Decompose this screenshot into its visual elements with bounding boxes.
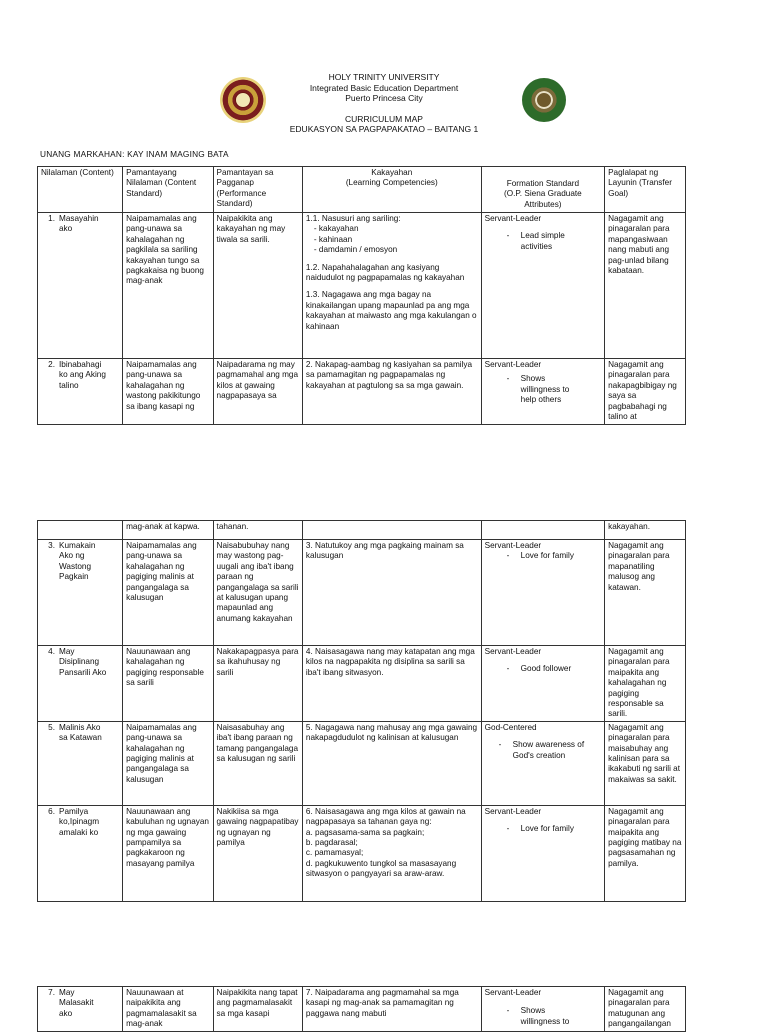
row-performance-standard: tahanan. [213, 521, 302, 540]
row-content-standard: Naipamamalas ang pang-unawa sa kahalagahan ng pagkilala sa sariling kakayahan tungo sa pagkakaisa ng buong mag-anak [123, 213, 213, 359]
table-row [38, 359, 686, 425]
header-content: Nilalaman (Content) [38, 167, 123, 213]
row-competencies: 3. Natutukoy ang mga pagkaing mainam sa kalusugan [302, 540, 481, 646]
header-competencies: Kakayahan (Learning Competencies) [302, 167, 481, 213]
row-content-standard: Nauunawaan ang kabuluhan ng ugnayan ng mga gawaing pampamilya sa pagkakaroon ng masayang pamilya [123, 805, 213, 901]
row-content-standard: Naipamamalas ang pang-unawa sa kahalagahan ng wastong pakikitungo sa ibang kasapi ng [123, 359, 213, 425]
row-topic: 5. Malinis Ako sa Katawan [38, 721, 123, 805]
row-topic: 7. May Malasakit ako [38, 987, 123, 1032]
header-formation-standard: Formation Standard (O.P. Siena Graduate Attributes) [481, 167, 604, 213]
quarter-title: UNANG MARKAHAN: KAY INAM MAGING BATA [40, 149, 229, 159]
header-performance-standard: Pamantayan sa Pagganap (Performance Standard) [213, 167, 302, 213]
header-transfer-goal: Paglalapat ng Layunin (Transfer Goal) [605, 167, 686, 213]
row-competencies: 6. Naisasagawa ang mga kilos at gawain na nagpapasaya sa tahanan gaya ng: a. pagsasama-sama sa pagkain; b. pagdarasal; c. pamamasyal; d. pagkukuwento tungkol sa masasayang sitwasyon o pangyayari sa araw-araw. [302, 805, 481, 901]
row-formation-standard: God-Centered - Show awareness of God's creation [481, 721, 604, 805]
table-header-row [38, 167, 686, 213]
row-formation-standard: Servant-Leader - Love for family [481, 805, 604, 901]
row-content-standard: Naipamamalas ang pang-unawa sa kahalagahan ng pagiging malinis at pangangalaga sa kalusugan [123, 540, 213, 646]
row-topic: 1. Masayahin ako [38, 213, 123, 359]
table-row [38, 805, 686, 901]
row-topic: 4. May Disiplinang Pansarili Ako [38, 646, 123, 722]
document-type: CURRICULUM MAP [345, 113, 423, 124]
row-competencies: 4. Naisasagawa nang may katapatan ang mga kilos na nagpapakita ng disiplina sa sarili sa iba't ibang sitwasyon. [302, 646, 481, 722]
row-transfer-goal: Nagagamit ang pinagaralan para maipakita ang pagiging matibay na pagsasamahan ng pamilya. [605, 805, 686, 901]
row-formation-standard: Servant-Leader - Lead simple activities [481, 213, 604, 359]
table-row [38, 646, 686, 722]
document-header [0, 72, 768, 135]
row-topic: 2. Ibinabahagi ko ang Aking talino [38, 359, 123, 425]
row-competencies: 5. Nagagawa nang mahusay ang mga gawaing nakapagdudulot ng kalinisan at kalusugan [302, 721, 481, 805]
row-transfer-goal: Nagagamit ang pinagaralan para maipakita ang kahalagahan ng pagiging responsable sa sarili. [605, 646, 686, 722]
row-transfer-goal: Nagagamit ang pinagaralan para mapangasiwaan nang mabuti ang pag-unlad bilang kabataan. [605, 213, 686, 359]
table-row [38, 721, 686, 805]
row-performance-standard: Naipakikita nang tapat ang pagmamalasakit sa mga kasapi [213, 987, 302, 1032]
curriculum-table-part-3 [37, 986, 686, 1032]
header-content-standard: Pamantayang Nilalaman (Content Standard) [123, 167, 213, 213]
table-row [38, 213, 686, 359]
row-performance-standard: Naipadarama ng may pagmamahal ang mga kilos at gawaing nagpapasaya sa [213, 359, 302, 425]
row-performance-standard: Naisabubuhay nang may wastong pag-uugali ang iba't ibang paraan ng pangangalaga sa sarili at kalusugan upang mapaunlad ang anumang kakayahan [213, 540, 302, 646]
row-performance-standard: Nakikiisa sa mga gawaing nagpapatibay ng ugnayan ng pamilya [213, 805, 302, 901]
row-content-standard: Nauunawaan at naipakikita ang pagmamalasakit sa mag-anak [123, 987, 213, 1032]
curriculum-table-part-1 [37, 166, 686, 425]
city-name: Puerto Princesa City [345, 93, 423, 104]
row-competencies: 2. Nakapag-aambag ng kasiyahan sa pamilya sa pamamagitan ng pagpapamalas ng kakayahan at pagtulong sa sa mga gawain. [302, 359, 481, 425]
table-row-continued [38, 521, 686, 540]
row-topic: 3. Kumakain Ako ng Wastong Pagkain [38, 540, 123, 646]
table-row [38, 987, 686, 1032]
university-name: HOLY TRINITY UNIVERSITY [328, 72, 440, 82]
row-competencies: 1.1. Nasusuri ang sariling: - kakayahan - kahinaan - damdamin / emosyon 1.2. Napahahalagahan ang kasiyang naidudulot ng pagpapamalas ng kakayahan 1.3. Nagagawa ang mga bagay na kinakailangan upang mapaunlad pa ang mga kakayahan at maiwasto ang mga kakulangan o kahinaan [302, 213, 481, 359]
row-performance-standard: Naisasabuhay ang iba't ibang paraan ng tamang pangangalaga sa kalusugan ng sarili [213, 721, 302, 805]
subject-title: EDUKASYON SA PAGPAPAKATAO – BAITANG 1 [289, 124, 479, 135]
row-content-standard: Naipamamalas ang pang-unawa sa kahalagahan ng pagiging malinis at pangangalaga sa kalusugan [123, 721, 213, 805]
curriculum-table-part-2 [37, 520, 686, 902]
row-formation-standard: Servant-Leader - Shows willingness to help others [481, 359, 604, 425]
row-formation-standard: Servant-Leader - Good follower [481, 646, 604, 722]
row-transfer-goal: Nagagamit ang pinagaralan para mapanatiling malusog ang katawan. [605, 540, 686, 646]
row-performance-standard: Naipakikita ang kakayahan ng may tiwala sa sarili. [213, 213, 302, 359]
row-formation-standard: Servant-Leader - Love for family [481, 540, 604, 646]
row-transfer-goal: kakayahan. [605, 521, 686, 540]
row-topic: 6. Pamilya ko,Ipinagm amalaki ko [38, 805, 123, 901]
row-competencies: 7. Naipadarama ang pagmamahal sa mga kasapi ng mag-anak sa pamamagitan ng paggawa nang mabuti [302, 987, 481, 1032]
row-content-standard: Nauunawaan ang kahalagahan ng pagiging responsable sa sarili [123, 646, 213, 722]
row-content-standard: mag-anak at kapwa. [123, 521, 213, 540]
row-transfer-goal: Nagagamit ang pinagaralan para maisabuhay ang kalinisan para sa ikakabuti ng sarili at makaiwas sa sakit. [605, 721, 686, 805]
table-row [38, 540, 686, 646]
row-transfer-goal: Nagagamit ang pinagaralan para nakapagbibigay ng saya sa pagbabahagi ng talino at [605, 359, 686, 425]
row-performance-standard: Nakakapagpasya para sa ikahuhusay ng sarili [213, 646, 302, 722]
row-formation-standard: Servant-Leader - Shows willingness to [481, 987, 604, 1032]
department-name: Integrated Basic Education Department [309, 82, 459, 93]
row-transfer-goal: Nagagamit ang pinagaralan para matugunan ang pangangailangan [605, 987, 686, 1032]
